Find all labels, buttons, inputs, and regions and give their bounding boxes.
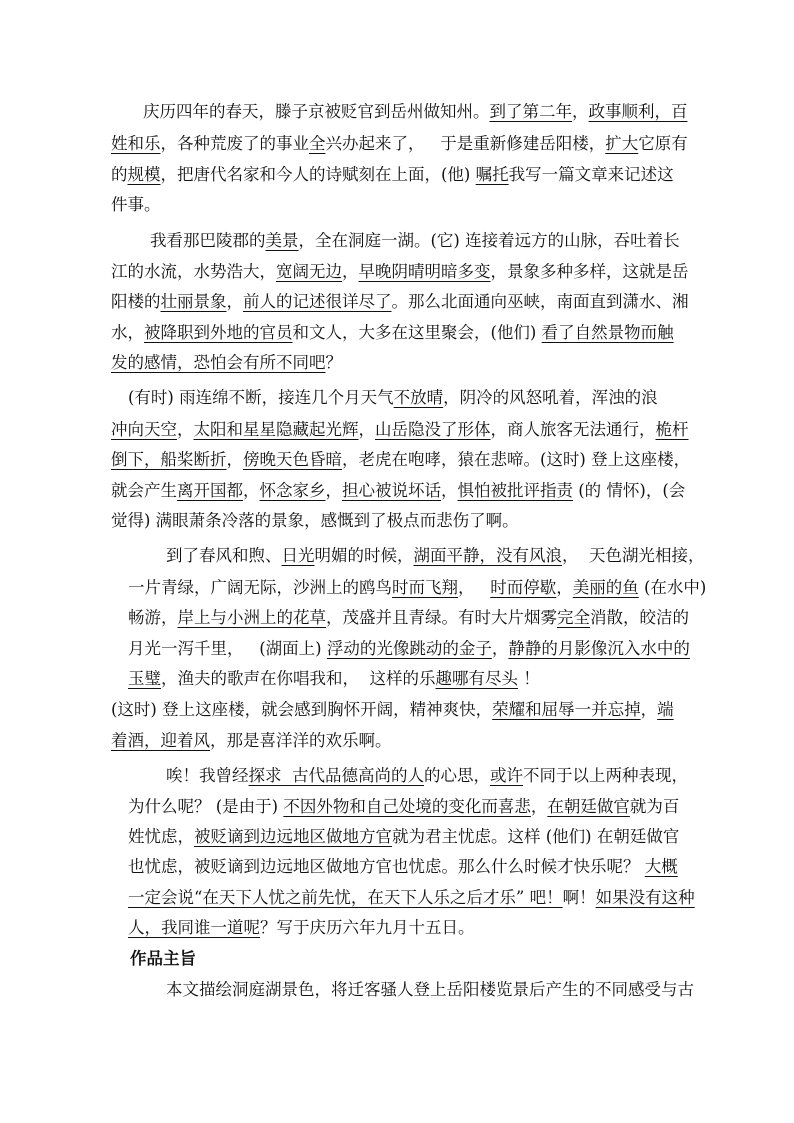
text-line	[0, 383, 794, 413]
underlined-phrase: 趣哪有尽头	[435, 669, 518, 688]
underlined-phrase: 早晚阴晴明暗多变	[358, 262, 491, 281]
underlined-phrase: 全	[309, 134, 326, 153]
underlined-phrase: 不放晴	[393, 388, 444, 407]
underlined-phrase: 或许	[490, 766, 523, 785]
text-span: ，	[572, 102, 589, 121]
text-line	[0, 541, 794, 571]
underlined-phrase: 担心被说坏话	[342, 481, 441, 500]
underlined-phrase: 被贬谪到边远地区做地方官	[194, 827, 392, 846]
underlined-phrase: 美景	[265, 231, 299, 250]
underlined-phrase: 姓和乐	[111, 134, 161, 153]
underlined-phrase: 发的感情，恐怕会有所不同吧	[111, 353, 326, 372]
text-span: 就为百	[629, 797, 680, 816]
underlined-phrase: 嘱托	[475, 165, 509, 184]
text-line	[0, 348, 794, 378]
text-span: ，茂盛并且青绿。有时大片烟雾	[326, 608, 557, 627]
underlined-phrase: 冲向天空	[111, 420, 177, 439]
text-span: 我看那巴陵郡的	[150, 231, 266, 250]
underlined-phrase: 壮丽景象	[160, 292, 227, 311]
text-line	[0, 318, 794, 348]
text-span: 江的水流，水势浩大，	[111, 262, 276, 281]
text-line	[0, 695, 794, 725]
underlined-phrase: 大概	[644, 857, 678, 876]
text-line	[0, 129, 794, 159]
text-line	[0, 726, 794, 756]
text-span: ，把唐代名家和今人的诗赋刻在上面，(他)	[160, 165, 476, 184]
text-span: ，	[458, 578, 491, 597]
text-span: 唉！我曾经	[166, 766, 249, 785]
text-line	[0, 445, 794, 475]
text-line	[0, 190, 794, 220]
text-span: ，	[640, 700, 658, 719]
text-span: (的 情怀)，(会	[573, 481, 686, 500]
text-line	[0, 913, 794, 943]
text-span: ，	[530, 797, 548, 816]
text-line	[0, 160, 794, 190]
underlined-phrase: 怀念家乡	[259, 481, 326, 500]
text-span: 作品主旨	[130, 949, 196, 968]
text-span: 本文描绘洞庭湖景色，将迁客骚人登上岳阳楼览景后产生的不同感受与古	[166, 980, 694, 999]
text-span: 庆历四年的春天，滕子京被贬官到岳州做知州。	[143, 102, 490, 121]
text-span: (这时) 登上这座楼，就会感到胸怀开阔，精神爽快，	[111, 700, 493, 719]
text-span: ？	[325, 353, 342, 372]
underlined-phrase: 扩大	[605, 134, 639, 153]
text-span: 姓忧虑，	[128, 827, 194, 846]
underlined-phrase: 前人的记述很详尽了	[243, 292, 392, 311]
underlined-phrase: 太阳和星星隐藏起光辉	[193, 420, 359, 439]
underlined-phrase: 宽阔无边	[276, 262, 342, 281]
text-span: ，	[441, 481, 458, 500]
underlined-phrase: 惧怕被批评指责	[457, 481, 573, 500]
text-span: 兴办起来了， 于是重新修建岳阳楼，	[325, 134, 606, 153]
text-span: ，商人旅客无法通行，	[490, 420, 656, 439]
underlined-phrase: 荣耀和屈辱一并忘掉	[492, 700, 641, 719]
underlined-phrase: 一定会说“在天下人忧之前先忧，在天下人乐之后才乐” 吧！	[128, 888, 563, 907]
text-line	[0, 506, 794, 536]
text-span: 它原有	[638, 134, 688, 153]
text-line	[0, 975, 794, 1005]
section-heading	[0, 944, 794, 974]
text-span: ，	[226, 450, 243, 469]
text-span: ，景象多种多样，这就是岳	[490, 262, 689, 281]
text-span: ，	[358, 420, 375, 439]
text-span: ，老虎在咆哮，猿在悲啼。(这时) 登上这座楼，	[342, 450, 691, 469]
underlined-phrase: 完全	[557, 608, 590, 627]
text-span: 的心思，	[424, 766, 490, 785]
text-line	[0, 664, 794, 694]
text-span: 也忧虑，被贬谪到边远地区做地方官也忧虑。那么什么时候才快乐呢？	[128, 857, 645, 876]
text-span: 觉得) 满眼萧条冷落的景象，感慨到了极点而悲伤了啊。	[111, 511, 519, 530]
text-line	[0, 97, 794, 127]
underlined-phrase: 倒下，船桨断折	[111, 450, 227, 469]
underlined-phrase: 离开国都	[177, 481, 243, 500]
text-span: ，	[342, 262, 359, 281]
underlined-phrase: 岸上与小洲上的花草	[177, 608, 326, 627]
text-span: ，那是喜洋洋的欢乐啊。	[210, 731, 392, 750]
text-line	[0, 415, 794, 445]
underlined-phrase: 傍晚天色昏暗	[243, 450, 342, 469]
text-line	[0, 634, 794, 664]
text-line	[0, 573, 794, 603]
text-span: 件事。	[111, 195, 161, 214]
text-span: ，	[177, 420, 194, 439]
text-span: 啊！	[562, 888, 596, 907]
text-line	[0, 761, 794, 791]
underlined-phrase: 被降职到外地的官员	[144, 323, 293, 342]
text-span: 就会产生	[111, 481, 177, 500]
text-span: 的	[111, 165, 128, 184]
underlined-phrase: 湖面平静，没有风浪	[413, 546, 562, 565]
underlined-phrase: 山岳隐没了形体	[375, 420, 491, 439]
underlined-phrase: 玉璧	[128, 669, 161, 688]
text-span: ，	[556, 578, 573, 597]
text-span: 明媚的时候，	[314, 546, 414, 565]
underlined-phrase: 人，我同谁一道呢	[128, 918, 260, 937]
text-span: 水，	[111, 323, 144, 342]
underlined-phrase: 时而飞翔	[392, 578, 458, 597]
text-span: 我写一篇文章来记述这	[508, 165, 674, 184]
text-span: (有时) 雨连绵不断，接连几个月天气	[128, 388, 394, 407]
text-span: ，各种荒废了的事业	[160, 134, 309, 153]
underlined-phrase: 端	[657, 700, 674, 719]
text-span: 一片青绿，广阔无际，沙洲上的鸥鸟	[128, 578, 392, 597]
text-span: 不同于以上两种表现，	[523, 766, 688, 785]
text-span: 消散，皎洁的	[590, 608, 689, 627]
underlined-phrase: 浮动的光像跳动的金子	[326, 639, 492, 658]
underlined-phrase: 看了自然景物而触	[541, 323, 674, 342]
text-span: ，	[226, 292, 243, 311]
text-line	[0, 792, 794, 822]
text-line	[0, 226, 794, 256]
text-span: ？写于庆历六年九月十五日。	[260, 918, 475, 937]
text-span: ，	[325, 481, 342, 500]
text-line	[0, 852, 794, 882]
underlined-phrase: 如果没有这种	[595, 888, 695, 907]
text-span: 到了春风和煦、	[166, 546, 282, 565]
text-span: ， 天色湖光相接，	[562, 546, 705, 565]
text-line	[0, 883, 794, 913]
text-span: ，渔夫的歌声在你唱我和， 这样的乐	[161, 669, 436, 688]
text-span: 就为君主忧虑。这样 (他们) 在朝廷做官	[392, 827, 680, 846]
text-line	[0, 287, 794, 317]
text-span: ，阴冷的风怒吼着，浑浊的浪	[443, 388, 658, 407]
underlined-phrase: 到了第二年	[489, 102, 572, 121]
text-span: ，	[491, 639, 509, 658]
underlined-phrase: 桅杆	[655, 420, 689, 439]
text-span: ，	[243, 481, 260, 500]
text-line	[0, 476, 794, 506]
text-line	[0, 822, 794, 852]
underlined-phrase: 探求 古代品德高尚的人	[248, 766, 424, 785]
text-span: 月光一泻千里， (湖面上)	[128, 639, 327, 658]
text-span: 为什么呢？ (是由于)	[128, 797, 284, 816]
text-span: (在水中)	[638, 578, 707, 597]
text-span: 阳楼的	[111, 292, 161, 311]
text-line	[0, 603, 794, 633]
underlined-phrase: 日光	[281, 546, 315, 565]
text-line	[0, 257, 794, 287]
underlined-phrase: 美丽的鱼	[572, 578, 639, 597]
text-span: 畅游，	[128, 608, 178, 627]
text-span: ，全在洞庭一湖。(它) 连接着远方的山脉，吞吐着长	[298, 231, 680, 250]
underlined-phrase: 着酒，迎着风	[111, 731, 210, 750]
underlined-phrase: 静静的月影像沉入水中的	[508, 639, 690, 658]
text-span: 和文人，大多在这里聚会，(他们)	[292, 323, 542, 342]
text-span: 。那么北面通向巫峡，南面直到潇水、湘	[391, 292, 689, 311]
underlined-phrase: 政事顺利，百	[588, 102, 688, 121]
text-span: ！	[518, 669, 540, 688]
underlined-phrase: 规模	[127, 165, 161, 184]
underlined-phrase: 在朝廷做官	[547, 797, 630, 816]
underlined-phrase: 不因外物和自己处境的变化而喜悲	[283, 797, 531, 816]
underlined-phrase: 时而停歇	[490, 578, 557, 597]
